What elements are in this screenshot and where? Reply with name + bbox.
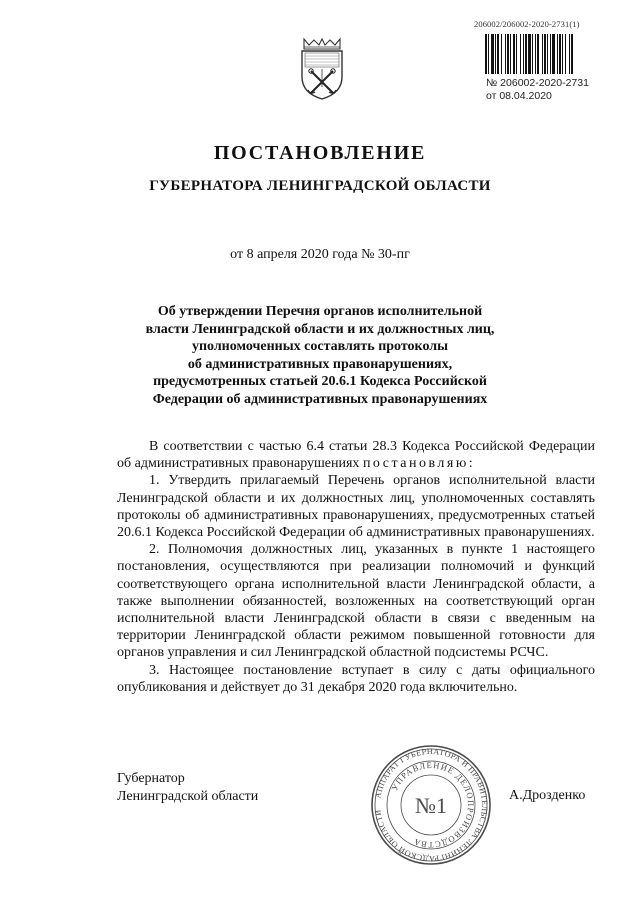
barcode-bar [537,34,539,74]
barcode-bar [544,34,546,74]
document-subtitle: ГУБЕРНАТОРА ЛЕНИНГРАДСКОЙ ОБЛАСТИ [149,178,491,194]
barcode-bar [535,34,536,74]
leningrad-oblast-coat-of-arms-icon [296,37,348,101]
heading-line: уполномоченных составлять протоколы [191,339,449,354]
barcode-bar [532,34,533,74]
barcode-bar [507,34,509,74]
heading-line: власти Ленинградской области и их должностных лиц, [145,321,495,337]
signatory-title [117,770,258,806]
barcode-bar [565,34,566,74]
barcode-bar [547,34,548,74]
barcode-bar [488,34,489,74]
barcode-bar [501,34,502,74]
intro-text: В соответствии с частью 6.4 статьи 28.3 Кодекса Российской Федерации об административных правонарушениях [117,439,595,472]
barcode-bar [513,34,515,74]
barcode-bar [571,34,573,74]
barcode-bar [505,34,506,74]
barcode-bar [550,34,551,74]
barcode-bar [485,34,487,74]
document-date-line: от 8 апреля 2020 года № 30-пг [230,247,410,262]
barcode-bar [525,34,527,74]
barcode-bar [562,34,563,74]
body-paragraph-1: 1. Утвердить прилагаемый Перечень органов исполнительной власти Ленинградской области и их должностных лиц, уполномоченных составлять протоколы об административных правонарушениях, предусмотренных статьей 20.6.1 Кодекса Российской Федерации об административных правонарушениях. [117,473,595,541]
document-title: ПОСТАНОВЛЕНИЕ [213,142,427,164]
barcode-bar [552,34,555,74]
registration-number: № 206002-2020-2731 [486,77,589,89]
heading-line: Об утверждении Перечня органов исполнительной [157,304,483,319]
barcode-bar [528,34,531,74]
barcode-bar [520,34,521,74]
registration-date: от 08.04.2020 [486,90,552,102]
barcode-bar [510,34,511,74]
document-heading [0,303,640,408]
document-body [117,438,595,696]
barcode-bar [516,34,517,74]
barcode-bar [559,34,561,74]
signatory-title-line-1: Губернатор [117,771,185,786]
barcode-bar [491,34,494,74]
body-paragraph-3: 3. Настоящее постановление вступает в силу с даты официального опубликования и действует до 31 декабря 2020 года включительно. [117,662,595,695]
heading-line: предусмотренных статьей 20.6.1 Кодекса Российской [153,374,487,389]
barcode-bar [497,34,499,74]
body-paragraph-2: 2. Полномочия должностных лиц, указанных в пункте 1 настоящего постановления, осуществляются при реализации полномочий и функций соответствующего органа исполнительной власти Ленинградской области, а также выполнении обязанностей, возложенных на соответствующий орган исполнительной власти Ленинградской области в связи с введенным на территории Ленинградской области режимом повышенной готовности для органов управления и сил Ленинградской областной подсистемы РСЧС. [117,542,595,661]
signatory-name: А.Дрозденко [509,788,586,803]
stamp-inner-text: УПРАВЛЕНИЕ ДЕЛОПРОИЗВОДСТВА [389,759,477,851]
official-stamp [370,744,492,866]
barcode-bar [523,34,524,74]
stamp-number: №1 [415,793,447,818]
signatory-title-line-2: Ленинградской области [117,789,259,804]
barcode-bar [569,34,570,74]
stamp-outer-text: АППАРАТ ГУБЕРНАТОРА И ПРАВИТЕЛЬСТВА ЛЕНИНГРАДСКОЙ ОБЛАСТИ [373,746,490,864]
heading-line: Федерации об административных правонарушениях [152,391,488,407]
heading-line: об административных правонарушениях, [187,356,453,372]
body-intro-paragraph [117,438,595,472]
barcode-bar [542,34,543,74]
resolve-word: постановляю: [362,456,476,472]
barcode-bar [495,34,496,74]
document-id: 206002/206002-2020-2731(1) [474,19,580,29]
barcode-bar [557,34,558,74]
barcode-icon [484,34,607,74]
